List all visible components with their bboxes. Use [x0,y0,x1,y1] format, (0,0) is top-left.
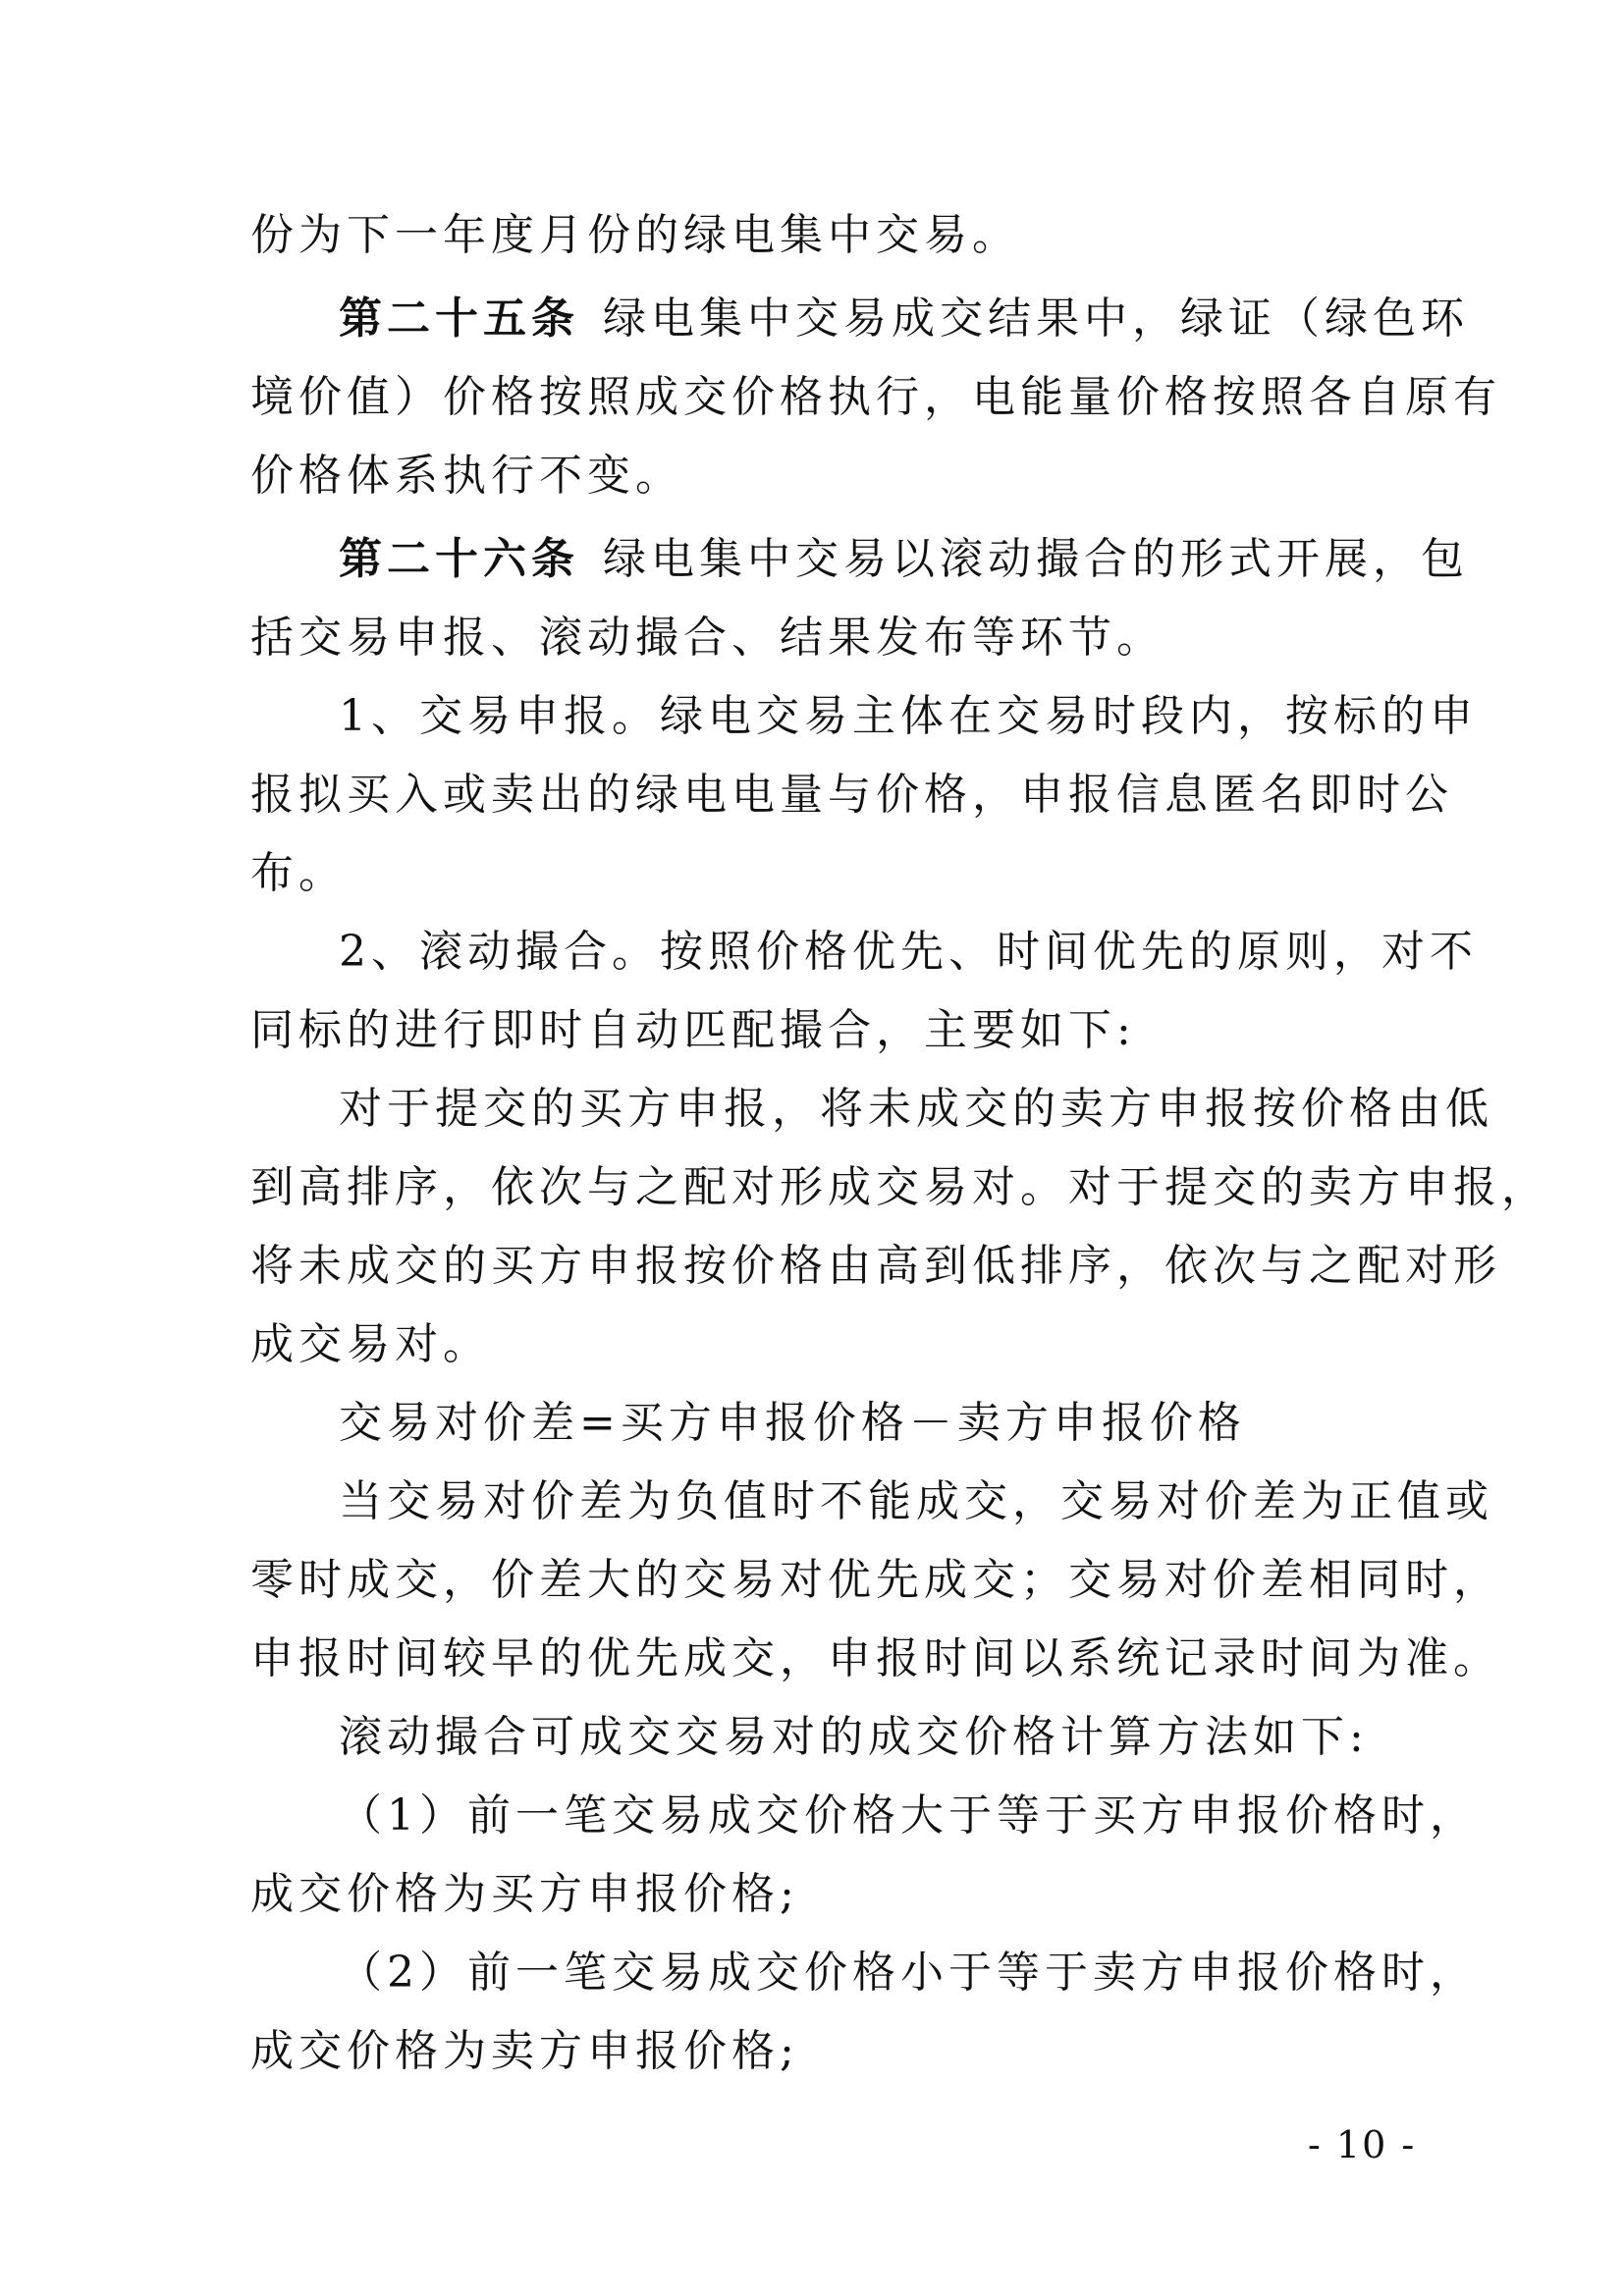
text-fragment: 绿电集中交易成交结果中，绿证（绿色环 [603,294,1469,344]
formula-line: 交易对价差=买方申报价格－卖方申报价格 [339,1398,1246,1448]
text-line: 成交价格为买方申报价格; [250,1869,799,1919]
text-line: 当交易对价差为负值时不能成交，交易对价差为正值或 [339,1476,1493,1526]
text-line: 报拟买入或卖出的绿电电量与价格，申报信息匿名即时公 [250,770,1453,820]
text-line: 境价值）价格按照成交价格执行，电能量价格按照各自原有 [250,372,1501,422]
article-26-first-line [339,530,1469,589]
text-line: 份为下一年度月份的绿电集中交易。 [250,210,1020,260]
page-number: - 10 - [1308,2123,1417,2166]
text-line: （2）前一笔交易成交价格小于等于卖方申报价格时， [339,1948,1478,1998]
text-fragment: 绿电集中交易以滚动撮合的形式开展，包 [603,534,1469,584]
text-line: 滚动撮合可成交交易对的成交价格计算方法如下: [339,1712,1369,1762]
text-line: 1、交易申报。绿电交易主体在交易时段内，按标的申 [339,691,1478,741]
text-line: 将未成交的买方申报按价格由高到低排序，依次与之配对形 [250,1241,1501,1291]
text-line: 到高排序，依次与之配对形成交易对。对于提交的卖方申报， [250,1162,1549,1212]
text-line: （1）前一笔交易成交价格大于等于买方申报价格时， [339,1790,1478,1841]
article-25-first-line [339,290,1469,348]
text-line: 申报时间较早的优先成交，申报时间以系统记录时间为准。 [250,1633,1501,1683]
article-26-label: 第二十六条 [339,534,579,584]
article-25-label: 第二十五条 [339,294,579,344]
text-line: 布。 [250,848,347,898]
text-line: 零时成交，价差大的交易对优先成交；交易对价差相同时， [250,1555,1501,1605]
text-line: 成交价格为卖方申报价格; [250,2026,799,2076]
text-line: 对于提交的买方申报，将未成交的卖方申报按价格由低 [339,1084,1493,1134]
text-line: 价格体系执行不变。 [250,451,683,501]
text-line: 2、滚动撮合。按照价格优先、时间优先的原则，对不 [339,927,1478,977]
text-line: 成交易对。 [250,1319,491,1369]
text-line: 同标的进行即时自动匹配撮合，主要如下: [250,1005,1136,1055]
text-line: 括交易申报、滚动撮合、结果发布等环节。 [250,613,1164,663]
